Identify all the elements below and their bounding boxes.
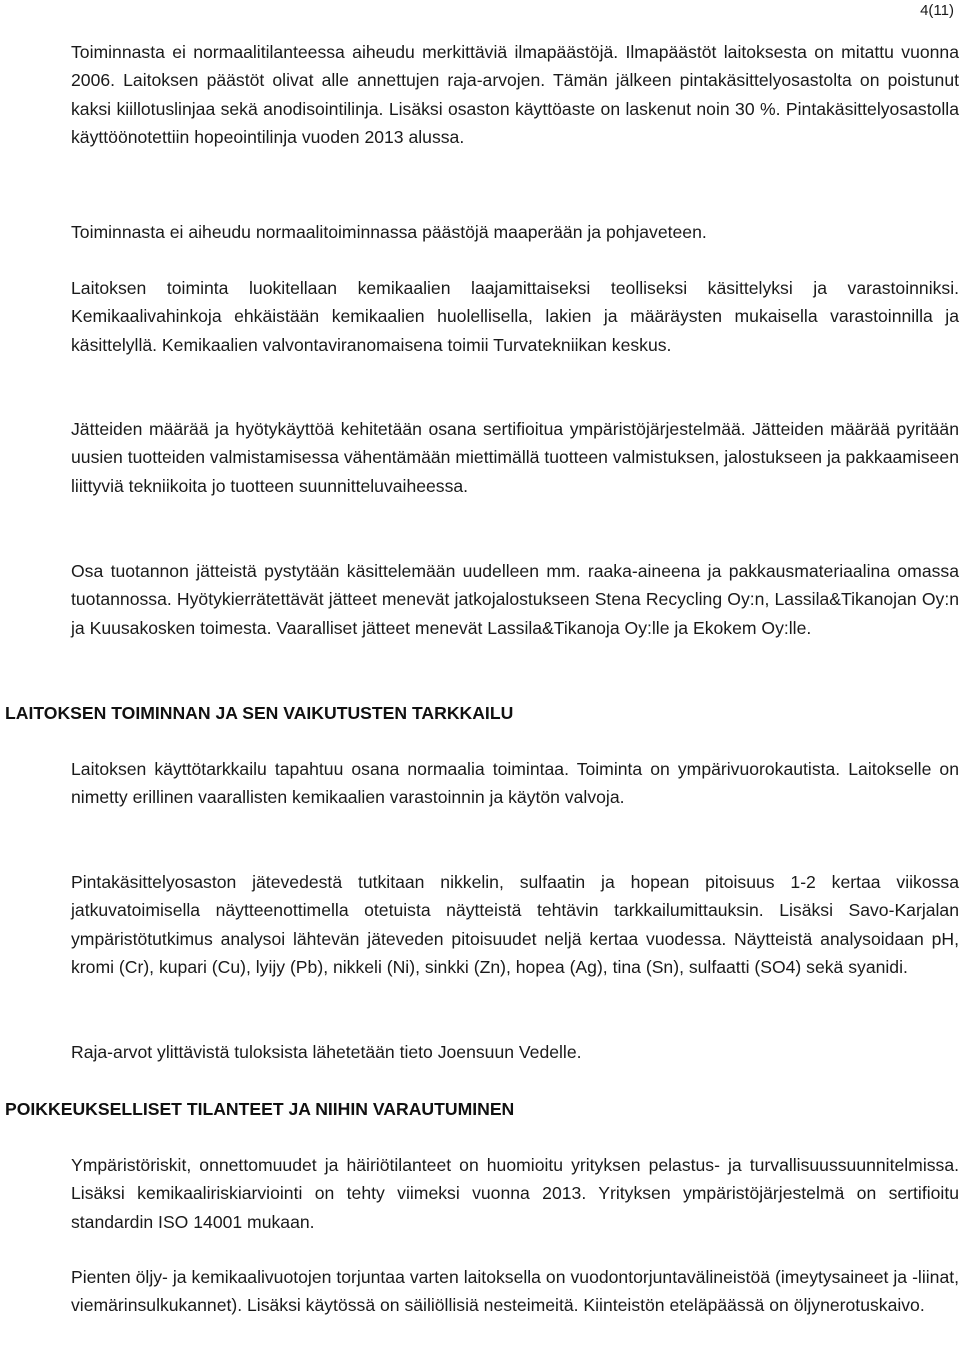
paragraph-wastewater-analysis: Pintakäsittelyosaston jätevedestä tutkitaan nikkelin, sulfaatin ja hopean pitoisuus 1-2 kertaa viikossa jatkuvatoimisella näytteenottimella otetuista näytteistä tehtävin tarkkailumittauksin. Lisäksi Savo-Karjalan ympäristötutkimus analysoi lähtevän jäteveden pitoisuudet neljä kertaa vuodessa. Näytteistä analysoidaan pH, kromi (Cr), kupari (Cu), lyijy (Pb), nikkeli (Ni), sinkki (Zn), hopea (Ag), tina (Sn), sulfaatti (SO4) sekä syanidi. xyxy=(71,872,959,977)
paragraph-waste-recycling: Osa tuotannon jätteistä pystytään käsittelemään uudelleen mm. raaka-aineena ja pakkausmateriaalina omassa tuotannossa. Hyötykierrätettävät jätteet menevät jatkojalostukseen Stena Recycling Oy:n, Lassila&Tikanojan Oy:n ja Kuusakosken toimesta. Vaaralliset jätteet menevät Lassila&Tikanoja Oy:lle ja Ekokem Oy:lle. xyxy=(71,561,959,638)
section-heading-exceptional-situations: POIKKEUKSELLISET TILANTEET JA NIIHIN VARAUTUMINEN xyxy=(5,1099,515,1119)
paragraph-soil-groundwater: Toiminnasta ei aiheudu normaalitoiminnassa päästöjä maaperään ja pohjaveteen. xyxy=(71,222,707,242)
paragraph-spill-response: Pienten öljy- ja kemikaalivuotojen torjuntaa varten laitoksella on vuodontorjuntavälineistöä (imeytysaineet ja -liinat, viemärinsulkukannet). Lisäksi käytössä on säiliöllisiä nesteimeitä. Kiinteistön eteläpäässä on öljynerotuskaivo. xyxy=(71,1267,959,1316)
paragraph-air-emissions: Toiminnasta ei normaalitilanteessa aiheudu merkittäviä ilmapäästöjä. Ilmapäästöt laitoksesta on mitattu vuonna 2006. Laitoksen päästöt olivat alle annettujen raja-arvojen. Tämän jälkeen pintakäsittelyosastolta on poistunut kaksi kiillotuslinjaa sekä anodisointilinja. Lisäksi osaston käyttöaste on laskenut noin 30 %. Pintakäsittelyosastolla käyttöönotettiin hopeointilinja vuoden 2013 alussa. xyxy=(71,42,959,147)
section-heading-monitoring: LAITOKSEN TOIMINNAN JA SEN VAIKUTUSTEN TARKKAILU xyxy=(5,703,514,723)
paragraph-limit-values: Raja-arvot ylittävistä tuloksista lähetetään tieto Joensuun Vedelle. xyxy=(71,1042,582,1062)
page-number: 4(11) xyxy=(920,2,954,19)
paragraph-risk-planning: Ympäristöriskit, onnettomuudet ja häiriötilanteet on huomioitu yrityksen pelastus- ja turvallisuussuunnitelmissa. Lisäksi kemikaaliriskiarviointi on tehty viimeksi vuonna 2013. Yrityksen ympäristöjärjestelmä on sertifioitu standardin ISO 14001 mukaan. xyxy=(71,1155,959,1232)
paragraph-operational-monitoring: Laitoksen käyttötarkkailu tapahtuu osana normaalia toimintaa. Toiminta on ympärivuorokautista. Laitokselle on nimetty erillinen vaarallisten kemikaalien varastoinnin ja käytön valvoja. xyxy=(71,759,959,808)
paragraph-waste-reduction: Jätteiden määrää ja hyötykäyttöä kehitetään osana sertifioitua ympäristöjärjestelmää. Jätteiden määrää pyritään uusien tuotteiden valmistamisessa vähentämään miettimällä tuotteen valmistuksen, jalostukseen ja pakkaamiseen liittyviä tekniikoita jo tuotteen suunnitteluvaiheessa. xyxy=(71,419,959,496)
paragraph-chemical-handling: Laitoksen toiminta luokitellaan kemikaalien laajamittaiseksi teolliseksi käsittelyksi ja varastoinniksi. Kemikaalivahinkoja ehkäistään kemikaalien huolellisella, lakien ja määräysten mukaisella varastoinnilla ja käsittelyllä. Kemikaalien valvontaviranomaisena toimii Turvatekniikan keskus. xyxy=(71,278,959,355)
